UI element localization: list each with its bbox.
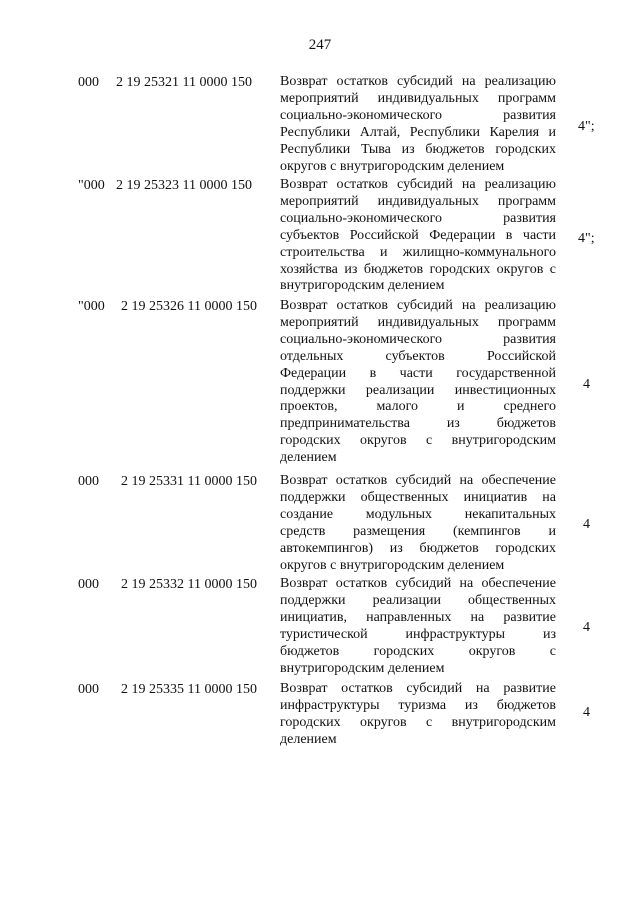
admin-code: "000 [78, 299, 105, 314]
description-line: Возврат остатков субсидий на обеспечение [280, 576, 556, 591]
description-line: округов с внутригородским делением [280, 158, 505, 174]
description-line: Возврат остатков субсидий на реализацию [280, 177, 556, 192]
description-line: Возврат остатков субсидий на реализацию [280, 298, 556, 313]
admin-code: "000 [78, 178, 105, 193]
row-value: 4 [583, 705, 590, 720]
description-line: средств размещения (кемпингов и [280, 523, 556, 539]
description-line: внутригородским делением [280, 278, 445, 294]
description-line: мероприятий индивидуальных программ [280, 90, 556, 106]
description-line: Возврат остатков субсидий на обеспечение [280, 473, 556, 488]
description-line: мероприятий индивидуальных программ [280, 314, 556, 330]
budget-code: 2 19 25326 11 0000 150 [121, 299, 257, 314]
description-line: Республики Алтай, Республики Карелия и [280, 124, 556, 140]
description-line: инфраструктуры туризма из бюджетов [280, 697, 556, 713]
description-line: социально-экономического развития [280, 331, 556, 347]
description-line: внутригородским делением [280, 660, 445, 676]
row-description [280, 177, 556, 295]
row-description [280, 576, 556, 677]
description-line: делением [280, 731, 337, 747]
description-line: автокемпингов) из бюджетов городских [280, 540, 556, 556]
row-description [280, 473, 556, 574]
description-line: поддержки общественных инициатив на [280, 489, 556, 505]
description-line: социально-экономического развития [280, 210, 556, 226]
row-description [280, 74, 556, 175]
admin-code: 000 [78, 577, 99, 592]
description-line: Возврат остатков субсидий на развитие [280, 681, 556, 696]
budget-code: 2 19 25335 11 0000 150 [121, 682, 257, 697]
description-line: предпринимательства из бюджетов [280, 416, 556, 432]
description-line: мероприятий индивидуальных программ [280, 193, 556, 209]
description-line: Федерации в части государственной [280, 365, 556, 381]
budget-code: 2 19 25332 11 0000 150 [121, 577, 257, 592]
description-line: округов с внутригородским делением [280, 557, 505, 573]
description-line: бюджетов городских округов с [280, 643, 556, 659]
description-line: Возврат остатков субсидий на реализацию [280, 74, 556, 89]
description-line: туристической инфраструктуры из [280, 626, 556, 642]
description-line: поддержки реализации общественных [280, 592, 556, 608]
description-line: инициатив, направленных на развитие [280, 609, 556, 625]
description-line: создание модульных некапитальных [280, 506, 556, 522]
description-line: делением [280, 450, 337, 466]
admin-code: 000 [78, 75, 99, 90]
budget-code: 2 19 25323 11 0000 150 [116, 178, 252, 193]
description-line: социально-экономического развития [280, 107, 556, 123]
description-line: субъектов Российской Федерации в части [280, 227, 556, 243]
description-line: городских округов с внутригородским [280, 433, 556, 449]
page-number: 247 [308, 37, 332, 53]
row-value: 4"; [578, 231, 595, 246]
description-line: поддержки реализации инвестиционных [280, 382, 556, 398]
budget-code: 2 19 25331 11 0000 150 [121, 474, 257, 489]
description-line: строительства и жилищно-коммунального [280, 244, 556, 260]
description-line: Республики Тыва из бюджетов городских [280, 141, 556, 157]
row-value: 4 [583, 517, 590, 532]
row-value: 4 [583, 377, 590, 392]
row-description [280, 681, 556, 749]
budget-code: 2 19 25321 11 0000 150 [116, 75, 252, 90]
description-line: проектов, малого и среднего [280, 399, 556, 415]
admin-code: 000 [78, 474, 99, 489]
description-line: отдельных субъектов Российской [280, 348, 556, 364]
description-line: городских округов с внутригородским [280, 714, 556, 730]
row-value: 4 [583, 620, 590, 635]
description-line: хозяйства из бюджетов городских округов с [280, 261, 556, 277]
admin-code: 000 [78, 682, 99, 697]
row-description [280, 298, 556, 467]
row-value: 4"; [578, 119, 595, 134]
